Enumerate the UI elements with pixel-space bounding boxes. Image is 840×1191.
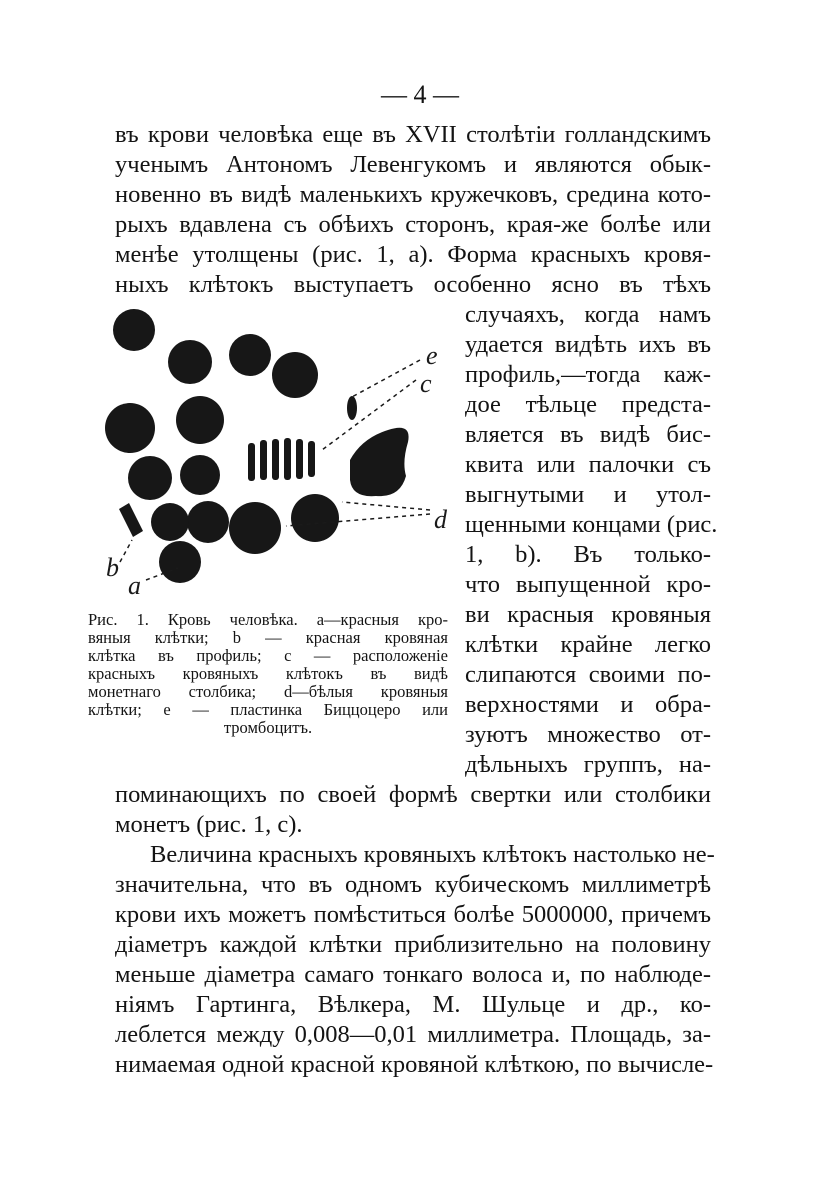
page-number: — 4 —: [381, 80, 459, 109]
red-cell: [113, 309, 155, 351]
text-line: квита или палочки съ: [465, 451, 711, 478]
figure-label-b: b: [106, 553, 119, 582]
red-cell: [180, 455, 220, 495]
text-line: ученымъ Антономъ Левенгукомъ и являются обык-: [115, 151, 711, 178]
red-cell: [159, 541, 201, 583]
figure-label-e: e: [426, 341, 438, 370]
blood-cells-figure: [90, 300, 460, 600]
stacked-cell: [308, 441, 315, 477]
caption-line: тромбоцитъ.: [223, 718, 313, 737]
text-line: новенно въ видѣ маленькихъ кружечковъ, средина кото-: [115, 181, 711, 208]
text-line: вляется въ видѣ бис-: [465, 421, 711, 448]
text-line: ніямъ Гартинга, Вѣлкера, М. Шульце и др., ко-: [115, 991, 711, 1018]
text-line: леблется между 0,008—0,01 миллиметра. Площадь, за-: [115, 1021, 711, 1048]
text-line: въ крови человѣка еще въ XVII столѣтіи голландскимъ: [115, 121, 711, 148]
figure-label-c: c: [420, 369, 432, 398]
text-line: значительна, что въ одномъ кубическомъ миллиметрѣ: [115, 871, 711, 898]
text-line: выгнутыми и утол-: [465, 481, 711, 508]
stacked-cell: [284, 438, 291, 480]
text-line: что выпущенной кро-: [465, 571, 711, 598]
text-line: монетъ (рис. 1, c).: [115, 811, 303, 838]
red-cell: [128, 456, 172, 500]
text-line: профиль,—тогда каж-: [465, 361, 711, 388]
caption-line: красныхъ кровяныхъ клѣтокъ въ видѣ: [88, 664, 448, 683]
caption-line: вяныя клѣтки; b — красная кровяная: [88, 628, 448, 647]
text-line: 1, b). Въ только-: [465, 541, 711, 568]
red-cell: [229, 334, 271, 376]
text-line: щенными концами (рис.: [465, 511, 718, 538]
white-cell: [229, 502, 281, 554]
text-line: меньше діаметра самаго тонкаго волоса и, по наблюде-: [115, 961, 711, 988]
red-blood-cells: [105, 309, 339, 583]
figure-label-d: d: [434, 505, 447, 534]
caption-line: монетнаго столбика; d—бѣлыя кровяныя: [88, 682, 448, 701]
text-line: ныхъ клѣтокъ выступаетъ особенно ясно въ тѣхъ: [115, 271, 711, 298]
profile-cell: [119, 503, 143, 537]
text-line: случаяхъ, когда намъ: [465, 301, 711, 328]
figure-label-a: a: [128, 571, 141, 600]
red-cell: [168, 340, 212, 384]
text-line: ви красныя кровяныя: [465, 601, 711, 628]
red-cell: [272, 352, 318, 398]
red-cell: [105, 403, 155, 453]
text-line: клѣтки крайне легко: [465, 631, 711, 658]
red-cell: [176, 396, 224, 444]
red-cell: [187, 501, 229, 543]
stacked-cell: [272, 439, 279, 480]
text-line: дое тѣльце предста-: [465, 391, 711, 418]
text-line: крови ихъ можетъ помѣститься болѣе 5000000, причемъ: [115, 901, 711, 928]
caption-line: клѣтка въ профиль; c — расположеніе: [88, 646, 448, 665]
text-line: рыхъ вдавлена съ обѣихъ сторонъ, края-же болѣе или: [115, 211, 711, 238]
red-cell: [151, 503, 189, 541]
text-line: Величина красныхъ кровяныхъ клѣтокъ настолько не-: [150, 841, 715, 868]
platelet: [347, 396, 357, 420]
coin-stack: [248, 438, 315, 481]
stacked-cell: [260, 440, 267, 480]
text-line: верхностями и обра-: [465, 691, 711, 718]
text-line: дѣльныхъ группъ, на-: [465, 751, 711, 778]
stacked-cell: [296, 439, 303, 479]
text-line: зуютъ множество от-: [465, 721, 711, 748]
text-line: поминающихъ по своей формѣ свертки или столбики: [115, 781, 711, 808]
caption-line: клѣтки; e — пластинка Биццоцеро или: [88, 700, 448, 719]
white-cell: [291, 494, 339, 542]
stacked-cell: [248, 443, 255, 481]
white-cell-irregular: [350, 428, 409, 496]
text-line: удается видѣть ихъ въ: [465, 331, 711, 358]
text-line: нимаемая одной красной кровяной клѣткою, по вычисле-: [115, 1051, 714, 1078]
caption-line: Рис. 1. Кровь человѣка. a—красныя кро-: [88, 610, 448, 629]
text-line: слипаются своими по-: [465, 661, 711, 688]
text-line: діаметръ каждой клѣтки приблизительно на половину: [115, 931, 711, 958]
text-line: менѣе утолщены (рис. 1, а). Форма красныхъ кровя-: [115, 241, 711, 268]
